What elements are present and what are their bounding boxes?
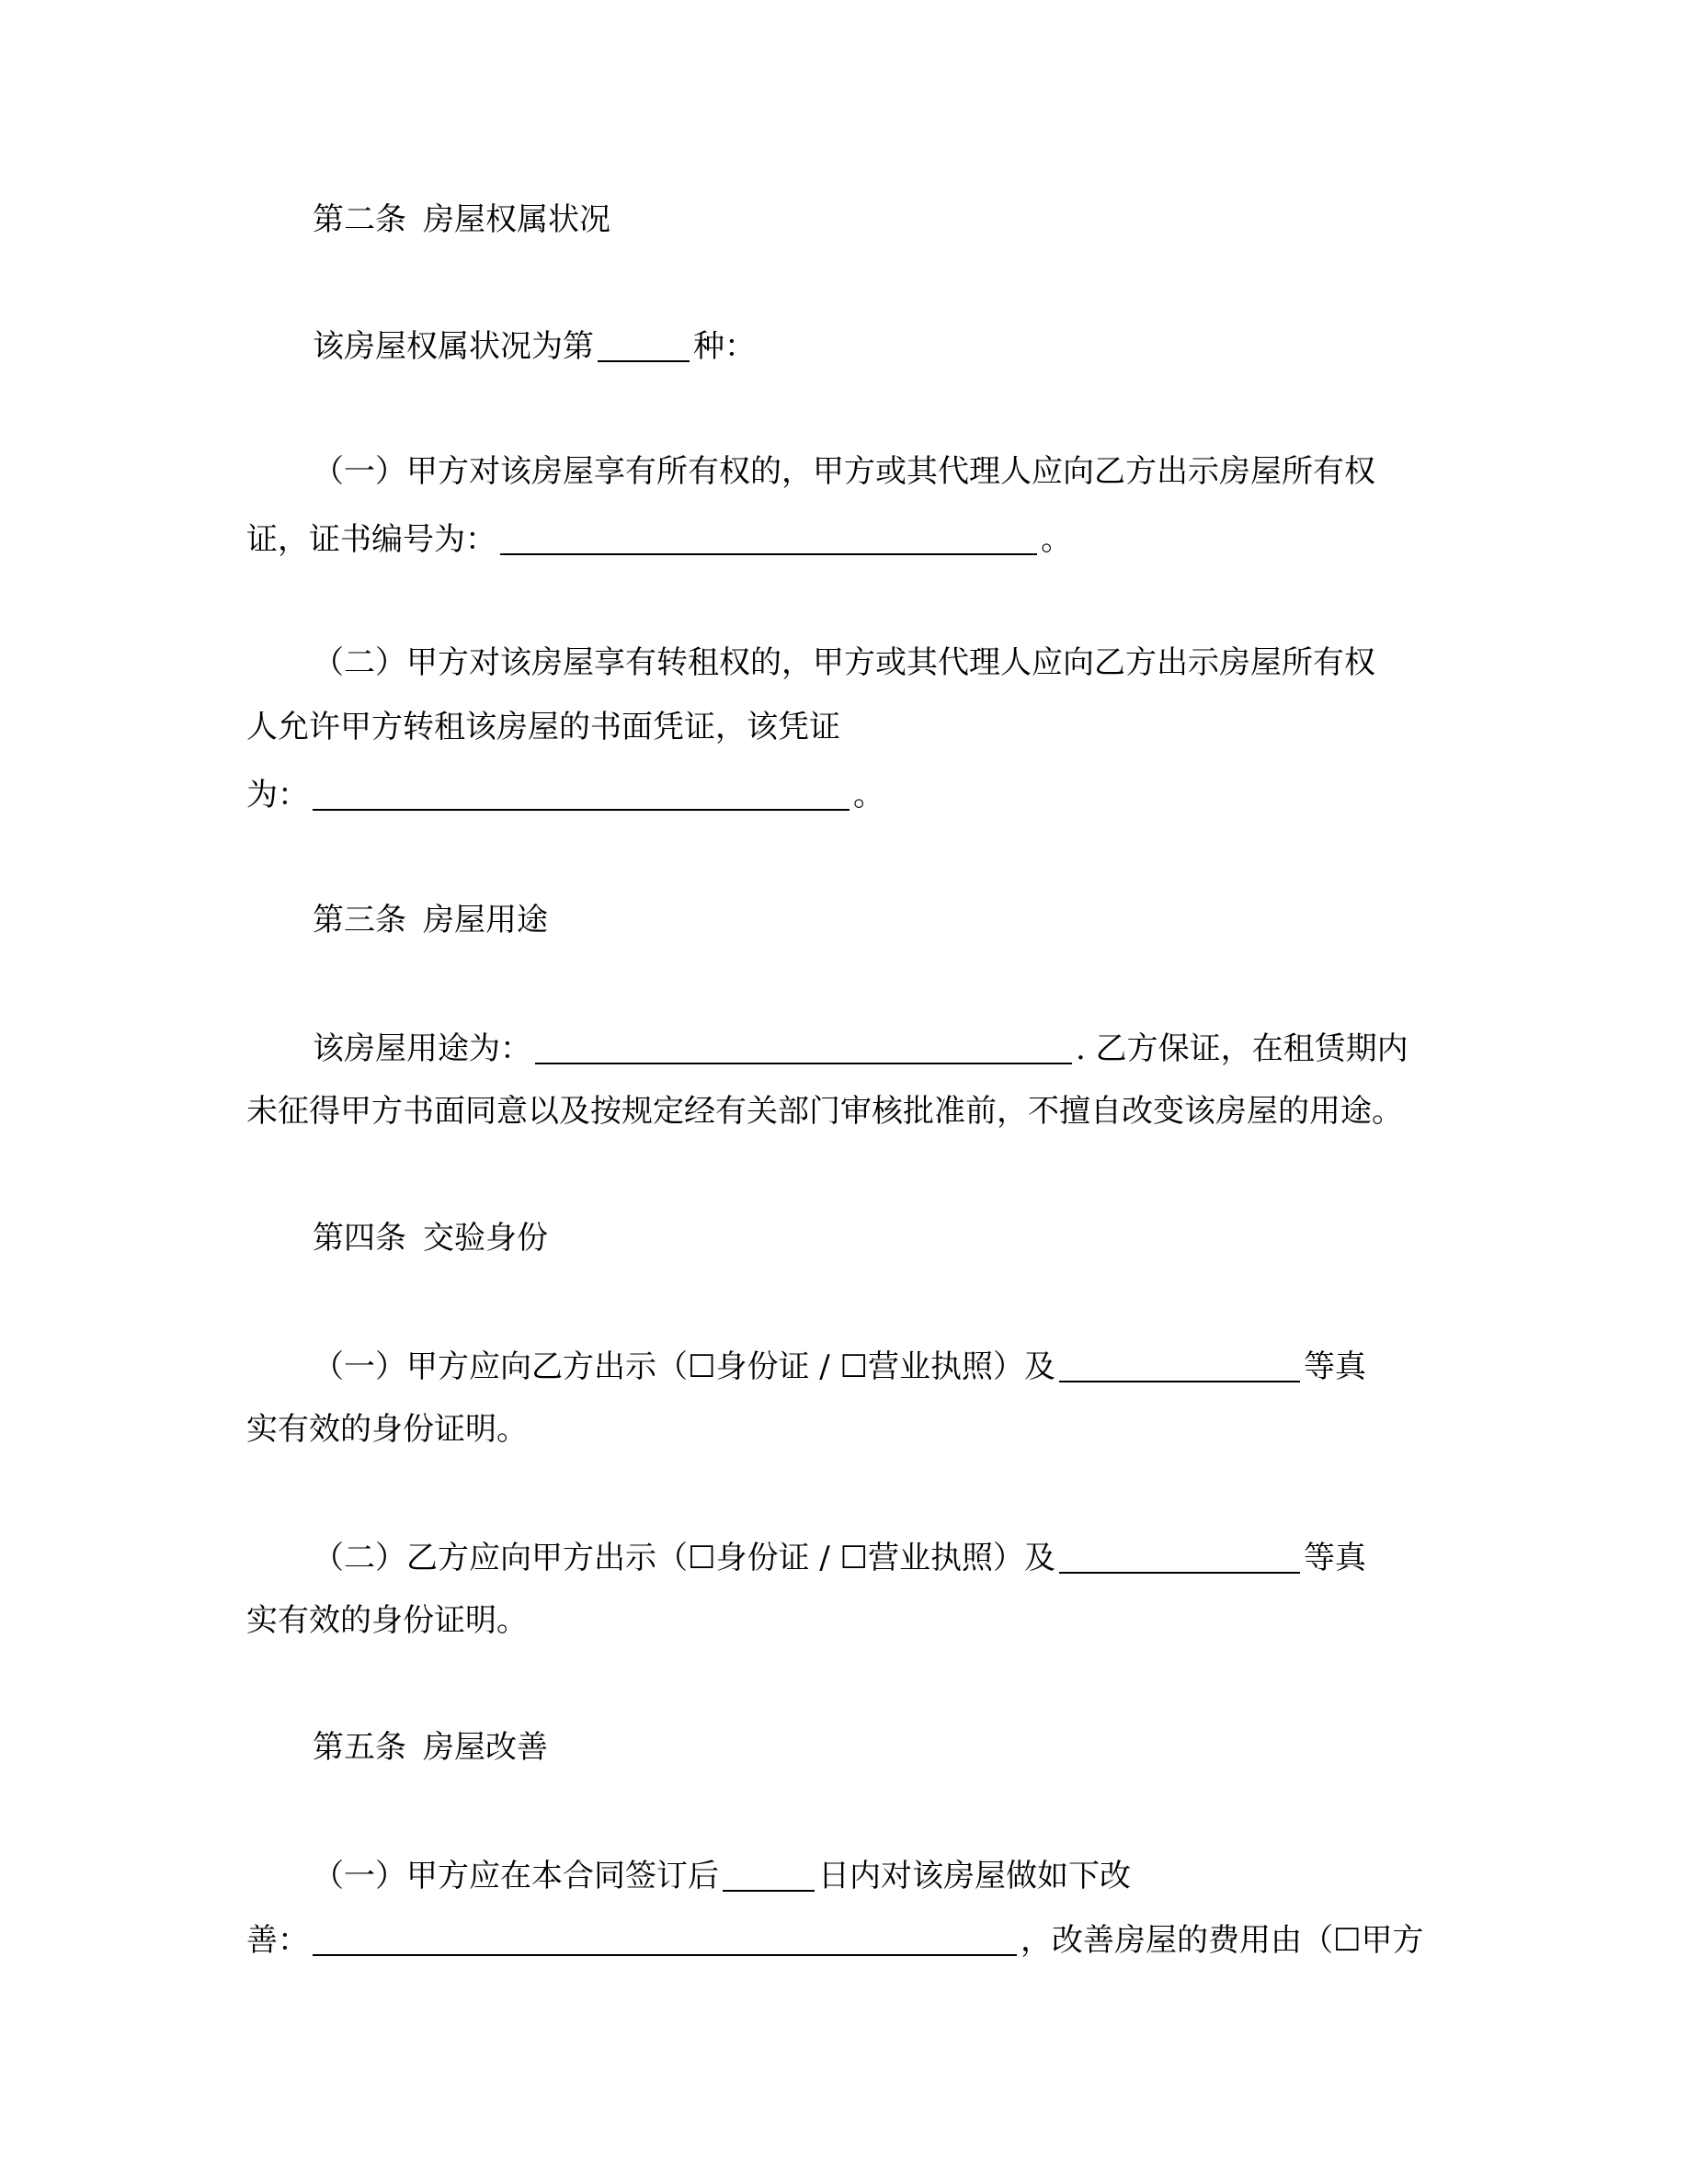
article-title: 房屋用途 <box>423 902 548 938</box>
improvement-details-blank <box>313 1923 1017 1956</box>
ownership-status-prefix: 该房屋权属状况为第 <box>313 328 594 365</box>
article-title: 房屋改善 <box>423 1729 548 1766</box>
article-5-heading <box>313 1729 548 1766</box>
ownership-clause-1-line-2: 证，证书编号为： 。 <box>246 521 1072 558</box>
ownership-status-line <box>313 328 756 365</box>
article-4-heading <box>313 1220 548 1257</box>
article-title: 交验身份 <box>423 1220 548 1257</box>
ownership-clause-2-line-2: 人允许甲方转租该房屋的书面凭证，该凭证 <box>246 709 840 745</box>
usage-blank <box>535 1031 1072 1064</box>
article-number: 第四条 <box>313 1220 406 1257</box>
article-3-heading <box>313 904 548 936</box>
article-title: 房屋权属状况 <box>423 201 610 238</box>
ownership-status-suffix: 种： <box>693 328 756 365</box>
ownership-clause-2-line-3: 为： 。 <box>246 777 884 813</box>
article-2-heading <box>313 201 610 238</box>
ownership-clause-1-line-1: （一）甲方对该房屋享有所有权的，甲方或其代理人应向乙方出示房屋所有权 <box>313 453 1375 490</box>
identity-doc-blank <box>1059 1349 1300 1382</box>
usage-line-1: 该房屋用途为： . 乙方保证，在租赁期内 <box>313 1030 1409 1067</box>
identity-clause-2-line-1: （二）乙方应向甲方出示（☐身份证 / ☐营业执照）及 等真 <box>313 1540 1367 1576</box>
identity-clause-2-line-2: 实有效的身份证明。 <box>246 1602 528 1639</box>
certificate-number-blank <box>500 522 1037 555</box>
article-number: 第三条 <box>313 902 406 938</box>
article-number: 第五条 <box>313 1729 406 1766</box>
identity-doc-blank <box>1059 1541 1300 1574</box>
identity-clause-1-line-2: 实有效的身份证明。 <box>246 1411 528 1448</box>
ownership-type-blank <box>598 329 690 362</box>
article-number: 第二条 <box>313 201 406 238</box>
improvement-clause-1-line-1: （一）甲方应在本合同签订后 日内对该房屋做如下改 <box>313 1858 1131 1894</box>
usage-line-2: 未征得甲方书面同意以及按规定经有关部门审核批准前，不擅自改变该房屋的用途。 <box>246 1093 1403 1130</box>
sublease-certificate-blank <box>313 778 850 811</box>
improvement-clause-1-line-2: 善： ，改善房屋的费用由（☐甲方 <box>246 1922 1424 1959</box>
ownership-clause-2-line-1: （二）甲方对该房屋享有转租权的，甲方或其代理人应向乙方出示房屋所有权 <box>313 644 1375 681</box>
improvement-days-blank <box>723 1859 815 1892</box>
identity-clause-1-line-1: （一）甲方应向乙方出示（☐身份证 / ☐营业执照）及 等真 <box>313 1348 1367 1385</box>
